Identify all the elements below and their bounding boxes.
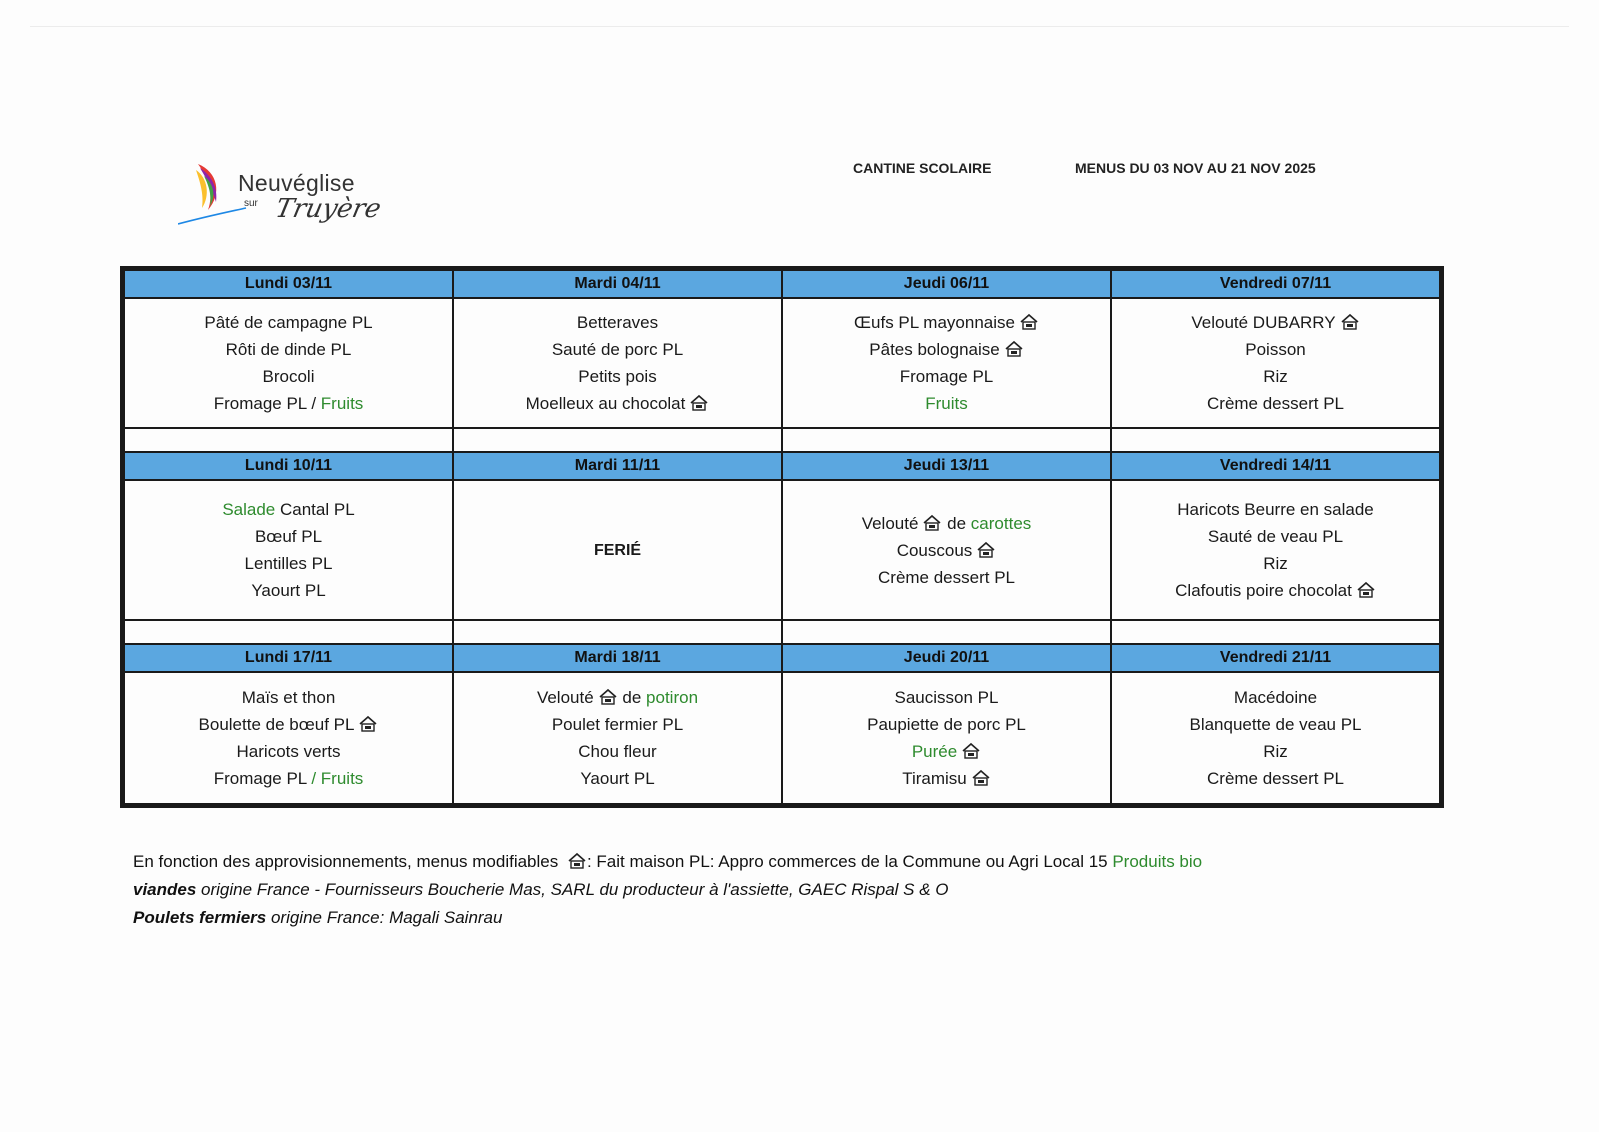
menu-item [129,738,448,765]
menu-item-text: Haricots Beurre en salade [1177,500,1374,519]
menu-item-text: Yaourt PL [251,581,326,600]
menu-item [787,684,1106,711]
day-menu [124,298,453,428]
spacer-row [124,428,1440,452]
menu-item [1116,684,1435,711]
day-menu [453,480,782,620]
spacer-cell [1111,428,1440,452]
bio-item-text: carottes [970,513,1032,533]
menu-item [1116,765,1435,792]
day-header: Mardi 11/11 [453,452,782,480]
menu-item [787,390,1106,417]
menu-item [129,577,448,604]
menu-item-text: Velouté DUBARRY [1191,313,1336,332]
menu-item [787,336,1106,363]
menu-item-text: Paupiette de porc PL [867,715,1026,734]
menu-row [124,672,1440,804]
day-menu [782,298,1111,428]
menu-item-text: Betteraves [576,313,659,332]
day-menu [782,480,1111,620]
menu-item [458,765,777,792]
day-menu [124,672,453,804]
day-header: Jeudi 06/11 [782,270,1111,298]
footer-poulets-label: Poulets fermiers [133,908,267,927]
house-pot-icon [1356,581,1376,599]
day-header: Mardi 04/11 [453,270,782,298]
menu-item [458,363,777,390]
logo [178,158,408,230]
menu-item-text: de [617,688,647,707]
menu-item [129,684,448,711]
menu-item-text: Chou fleur [578,742,657,761]
menu-item-text: Riz [1263,554,1288,573]
ferie-label: FERIÉ [593,541,642,559]
menu-item-text: Saucisson PL [894,688,999,707]
house-pot-icon [567,852,587,870]
day-header: Mardi 18/11 [453,644,782,672]
footer-line-2 [133,880,949,900]
bio-item-text: / Fruits [311,769,364,788]
menu-item [1116,363,1435,390]
menu-item [787,510,1106,537]
menu-item [787,711,1106,738]
menu-item [1116,390,1435,417]
menu-item-text: Tiramisu [902,769,967,788]
day-header: Vendredi 14/11 [1111,452,1440,480]
menu-item [129,523,448,550]
day-menu [782,672,1111,804]
menu-item-text: Sauté de veau PL [1207,527,1344,546]
footer-text-b: : Fait maison PL: Appro commerces de la Commune ou Agri Local 15 [586,852,1113,871]
day-header: Jeudi 13/11 [782,452,1111,480]
menu-item-text: Maïs et thon [241,688,336,707]
menu-period-title: MENUS DU 03 NOV AU 21 NOV 2025 [1075,160,1316,176]
day-header: Jeudi 20/11 [782,644,1111,672]
menu-item-text: Haricots verts [236,742,341,761]
menu-table [123,269,1441,805]
day-menu [453,298,782,428]
menu-item [129,363,448,390]
menu-item-text: Yaourt PL [580,769,655,788]
menu-item [129,336,448,363]
house-pot-icon [1019,313,1039,331]
day-menu [1111,672,1440,804]
day-menu [453,672,782,804]
menu-item [787,765,1106,792]
menu-item [1116,336,1435,363]
menu-item-text: Riz [1263,742,1288,761]
menu-grid [120,266,1444,808]
menu-item [1116,496,1435,523]
menu-item-text: Clafoutis poire chocolat [1175,581,1352,600]
day-menu [124,480,453,620]
menu-item-text: Crème dessert PL [1207,769,1344,788]
menu-item-text: Boulette de bœuf PL [198,715,355,734]
footer-viandes-text: origine France - Fournisseurs Boucherie Mas, SARL du producteur à l'assiette, GAEC Rispal S & O [196,880,949,899]
day-menu [1111,298,1440,428]
menu-item-text: Sauté de porc PL [551,340,684,359]
menu-item [1116,577,1435,604]
menu-item [1116,309,1435,336]
menu-item-text: Œufs PL mayonnaise [854,313,1015,332]
menu-item-text: Brocoli [262,367,315,386]
day-header: Lundi 10/11 [124,452,453,480]
menu-item-text: Fromage PL [213,769,312,788]
spacer-row [124,620,1440,644]
day-header-row [124,270,1440,298]
menu-item [129,711,448,738]
menu-item-text: Riz [1263,367,1288,386]
scan-artifact-line [30,26,1569,27]
menu-item [129,550,448,577]
day-header-row [124,644,1440,672]
menu-item-text: Lentilles PL [244,554,333,573]
menu-item [458,684,777,711]
house-pot-icon [976,541,996,559]
footer-line-3 [133,908,502,928]
menu-item-text: Macédoine [1233,688,1318,707]
menu-item [458,336,777,363]
menu-item-text: de [942,513,971,533]
footer-text-a: En fonction des approvisionnements, menus modifiables [133,852,563,871]
menu-item-text: Cantal PL [275,500,355,519]
menu-item [787,537,1106,564]
menu-item-text: Pâté de campagne PL [204,313,373,332]
menu-item [458,738,777,765]
house-pot-icon [1340,313,1360,331]
menu-item [458,711,777,738]
menu-item-text: Crème dessert PL [1207,394,1344,413]
house-pot-icon [971,769,991,787]
menu-item [1116,550,1435,577]
house-pot-icon [922,514,942,532]
logo-sur: sur [244,198,258,209]
menu-item-text: Velouté [536,688,594,707]
menu-item-text: Poisson [1245,340,1306,359]
footer-line-1 [133,852,1202,872]
menu-item-text: Moelleux au chocolat [525,394,686,413]
day-menu [1111,480,1440,620]
menu-item-text: Bœuf PL [254,527,323,546]
house-pot-icon [689,394,709,412]
menu-item-text: Rôti de dinde PL [225,340,352,359]
house-pot-icon [598,688,618,706]
menu-item-text: Blanquette de veau PL [1189,715,1362,734]
day-header: Vendredi 07/11 [1111,270,1440,298]
spacer-cell [453,428,782,452]
menu-row [124,298,1440,428]
day-header-row [124,452,1440,480]
menu-item [1116,523,1435,550]
bio-item-text: Fruits [925,394,968,413]
house-pot-icon [358,715,378,733]
day-header: Vendredi 21/11 [1111,644,1440,672]
footer-viandes-label: viandes [133,880,197,899]
logo-name: Neuvéglise [238,170,355,196]
day-header: Lundi 17/11 [124,644,453,672]
menu-item-text: Fromage PL [899,367,994,386]
spacer-cell [1111,620,1440,644]
menu-item [787,738,1106,765]
menu-item [129,765,448,792]
house-pot-icon [1004,340,1024,358]
menu-row [124,480,1440,620]
menu-item [129,309,448,336]
spacer-cell [124,620,453,644]
menu-item-text: Velouté [861,513,919,533]
menu-item [787,363,1106,390]
menu-item [787,309,1106,336]
menu-item [129,390,448,417]
menu-item-text: Crème dessert PL [878,567,1015,587]
menu-item-text: Petits pois [578,367,657,386]
spacer-cell [453,620,782,644]
menu-item [129,496,448,523]
menu-item [458,309,777,336]
menu-item [458,390,777,417]
day-header: Lundi 03/11 [124,270,453,298]
bio-item-text: Purée [911,742,958,761]
menu-item [1116,711,1435,738]
menu-item-text: Fromage PL / [213,394,321,413]
menu-item [787,564,1106,591]
menu-item [1116,738,1435,765]
menu-item-text: Pâtes bolognaise [869,340,1000,359]
cantine-title: CANTINE SCOLAIRE [853,160,992,176]
house-pot-icon [961,742,981,760]
footer-poulets-text: origine France: Magali Sainrau [266,908,503,927]
spacer-cell [124,428,453,452]
bio-item-text: potiron [646,688,699,707]
menu-item-text: Poulet fermier PL [551,715,684,734]
bio-item-text: Fruits [320,394,364,413]
bio-item-text: Salade [222,500,276,519]
footer-bio-label: Produits bio [1112,852,1203,871]
spacer-cell [782,428,1111,452]
logo-subtitle: Truyère [272,194,384,224]
menu-item-text: Couscous [896,540,973,560]
spacer-cell [782,620,1111,644]
